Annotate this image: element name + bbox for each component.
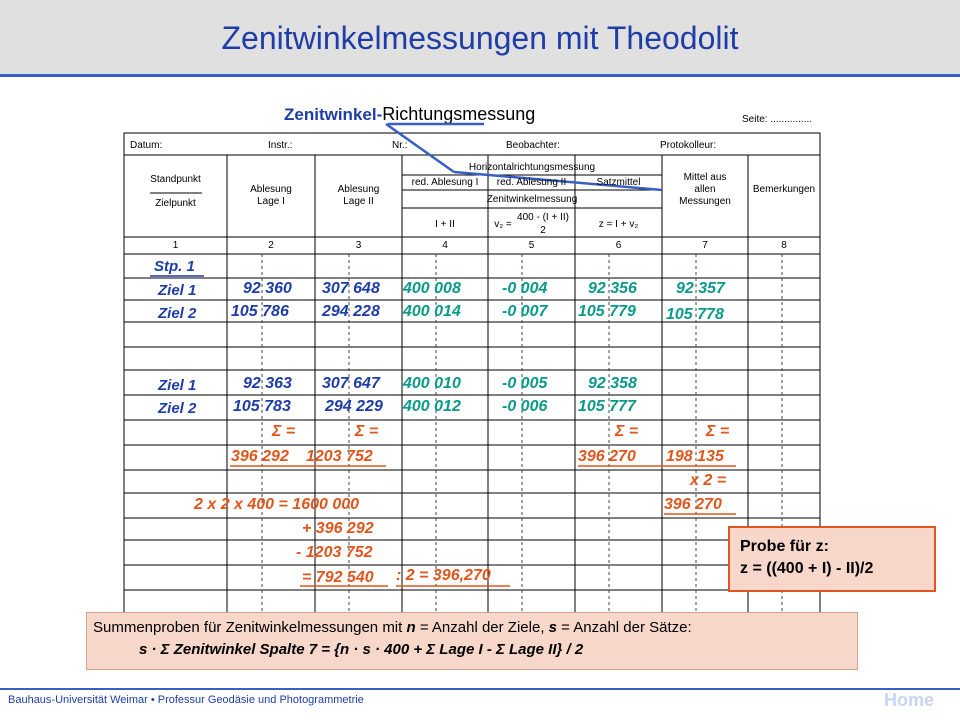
times2-result: 396 270: [664, 496, 722, 513]
col-num-3: 3: [355, 240, 362, 251]
col-num-2: 2: [268, 240, 274, 251]
col-num-5: 5: [528, 240, 535, 251]
calc-line-2: + 396 292: [302, 520, 374, 537]
col-red-l: red. Ablesung I: [411, 177, 479, 188]
r3-sum: 400 010: [403, 375, 461, 392]
r4-vz: -0 006: [502, 398, 548, 415]
probe-line-1: Probe für z:: [740, 538, 829, 555]
r3-z: 92 358: [588, 375, 637, 392]
sum-mittel: 198 135: [666, 448, 724, 465]
r2-lage1: 105 786: [231, 303, 289, 320]
col-vz-formula: 400 - (I + II): [517, 212, 569, 223]
label-standpunkt: Stp. 1: [154, 258, 195, 275]
protokolleur-label: Protokolleur:: [660, 140, 717, 151]
r2-vz: -0 007: [502, 303, 548, 320]
label-ziel1-b: Ziel 1: [158, 377, 197, 394]
label-ziel2-b: Ziel 2: [158, 400, 197, 417]
nr-label: Nr.:: [392, 140, 408, 151]
home-link[interactable]: Home: [884, 690, 935, 710]
col-horizontal: Horizontalrichtungsmessung: [468, 162, 596, 173]
footer-text: Bauhaus-Universität Weimar • Professur Geodäsie und Photogrammetrie: [8, 694, 364, 706]
col-red-ll: red. Ablesung II: [496, 177, 567, 188]
sum-lage1: 396 292: [231, 448, 289, 465]
col-lage1-a: Ablesung: [250, 184, 292, 195]
r4-sum: 400 012: [403, 398, 461, 415]
col-lage2-b: Lage II: [343, 196, 374, 207]
r2-mittel: 105 778: [666, 306, 724, 323]
sum-lage2: 1203 752: [306, 448, 373, 465]
probe-box: [728, 526, 936, 592]
r4-z: 105 777: [578, 398, 636, 415]
col-num-4: 4: [442, 240, 448, 251]
beobachter-label: Beobachter:: [506, 140, 560, 151]
r3-vz: -0 005: [502, 375, 548, 392]
r3-lage1: 92 363: [243, 375, 292, 392]
r1-z: 92 356: [588, 280, 637, 297]
summen-line-2: s · Σ Zenitwinkel Spalte 7 = {n · s · 400 + Σ Lage I - Σ Lage II} / 2: [139, 641, 584, 658]
col-num-1: 1: [172, 240, 179, 251]
summen-line-1: [93, 617, 857, 639]
col-lage2-a: Ablesung: [337, 184, 380, 195]
calc-line-5: : 2 = 396,270: [396, 567, 491, 584]
col-mittel-3: Messungen: [679, 196, 731, 207]
col-vz-div: 2: [540, 225, 546, 236]
r1-lage2: 307 648: [322, 280, 380, 297]
probe-line-2: z = ((400 + I) - II)/2: [740, 560, 874, 577]
instr-label: Instr.:: [268, 140, 293, 151]
col-num-6: 6: [615, 240, 622, 251]
r1-sum: 400 008: [403, 280, 461, 297]
sum-z: 396 270: [578, 448, 636, 465]
col-num-8: 8: [781, 240, 787, 251]
col-bemerkungen: Bemerkungen: [752, 184, 816, 195]
col-zenit: Zenitwinkelmessung: [486, 194, 578, 205]
summen-n: n: [406, 619, 416, 636]
label-ziel2-a: Ziel 2: [158, 305, 197, 322]
col-num-7: 7: [702, 240, 708, 251]
sigma-lage1: Σ =: [272, 423, 296, 440]
r4-lage1: 105 783: [233, 398, 291, 415]
r2-lage2: 294 228: [322, 303, 380, 320]
calc-line-3: - 1203 752: [296, 544, 373, 561]
sheet-heading-main: Richtungsmessung: [382, 104, 536, 124]
summen-line-1-c: = Anzahl der Sätze:: [557, 619, 692, 636]
times2-label: x 2 =: [690, 472, 727, 489]
r3-lage2: 307 647: [322, 375, 380, 392]
calc-line-4: = 792 540: [302, 569, 374, 586]
seite-label: Seite: ...............: [742, 114, 813, 125]
r2-z: 105 779: [578, 303, 636, 320]
sigma-z: Σ =: [615, 423, 639, 440]
col-standpunkt: Standpunkt: [150, 174, 201, 185]
sheet-heading-prefix: Zenitwinkel-: [284, 105, 383, 124]
r1-mittel: 92 357: [676, 280, 725, 297]
col-satzmittel: Satzmittel: [596, 177, 641, 188]
r1-vz: -0 004: [502, 280, 548, 297]
summen-s: s: [548, 619, 557, 636]
page-title: Zenitwinkelmessungen mit Theodolit: [221, 20, 739, 56]
col-mittel-2: allen: [694, 184, 716, 195]
r2-sum: 400 014: [403, 303, 461, 320]
summen-line-1-b: = Anzahl der Ziele,: [415, 619, 549, 636]
datum-label: Datum:: [130, 140, 163, 151]
label-ziel1-a: Ziel 1: [158, 282, 197, 299]
sigma-lage2: Σ =: [355, 423, 379, 440]
col-i-plus-ii: I + II: [435, 219, 455, 230]
summen-line-1-a: Summenproben für Zenitwinkelmessungen mit: [93, 619, 407, 636]
col-mittel-1: Mittel aus: [683, 172, 727, 183]
col-zielpunkt: Zielpunkt: [155, 198, 196, 209]
col-z-formula: z = I + v₂: [598, 219, 639, 230]
calc-line-1: 2 x 2 x 400 = 1600 000: [194, 496, 360, 513]
footer-divider: [0, 688, 960, 690]
r1-lage1: 92 360: [243, 280, 292, 297]
summenproben-box: [86, 612, 858, 670]
col-vz-label: v₂ =: [494, 219, 512, 230]
r4-lage2: 294 229: [325, 398, 383, 415]
sigma-mittel: Σ =: [706, 423, 730, 440]
col-lage1-b: Lage I: [257, 196, 285, 207]
